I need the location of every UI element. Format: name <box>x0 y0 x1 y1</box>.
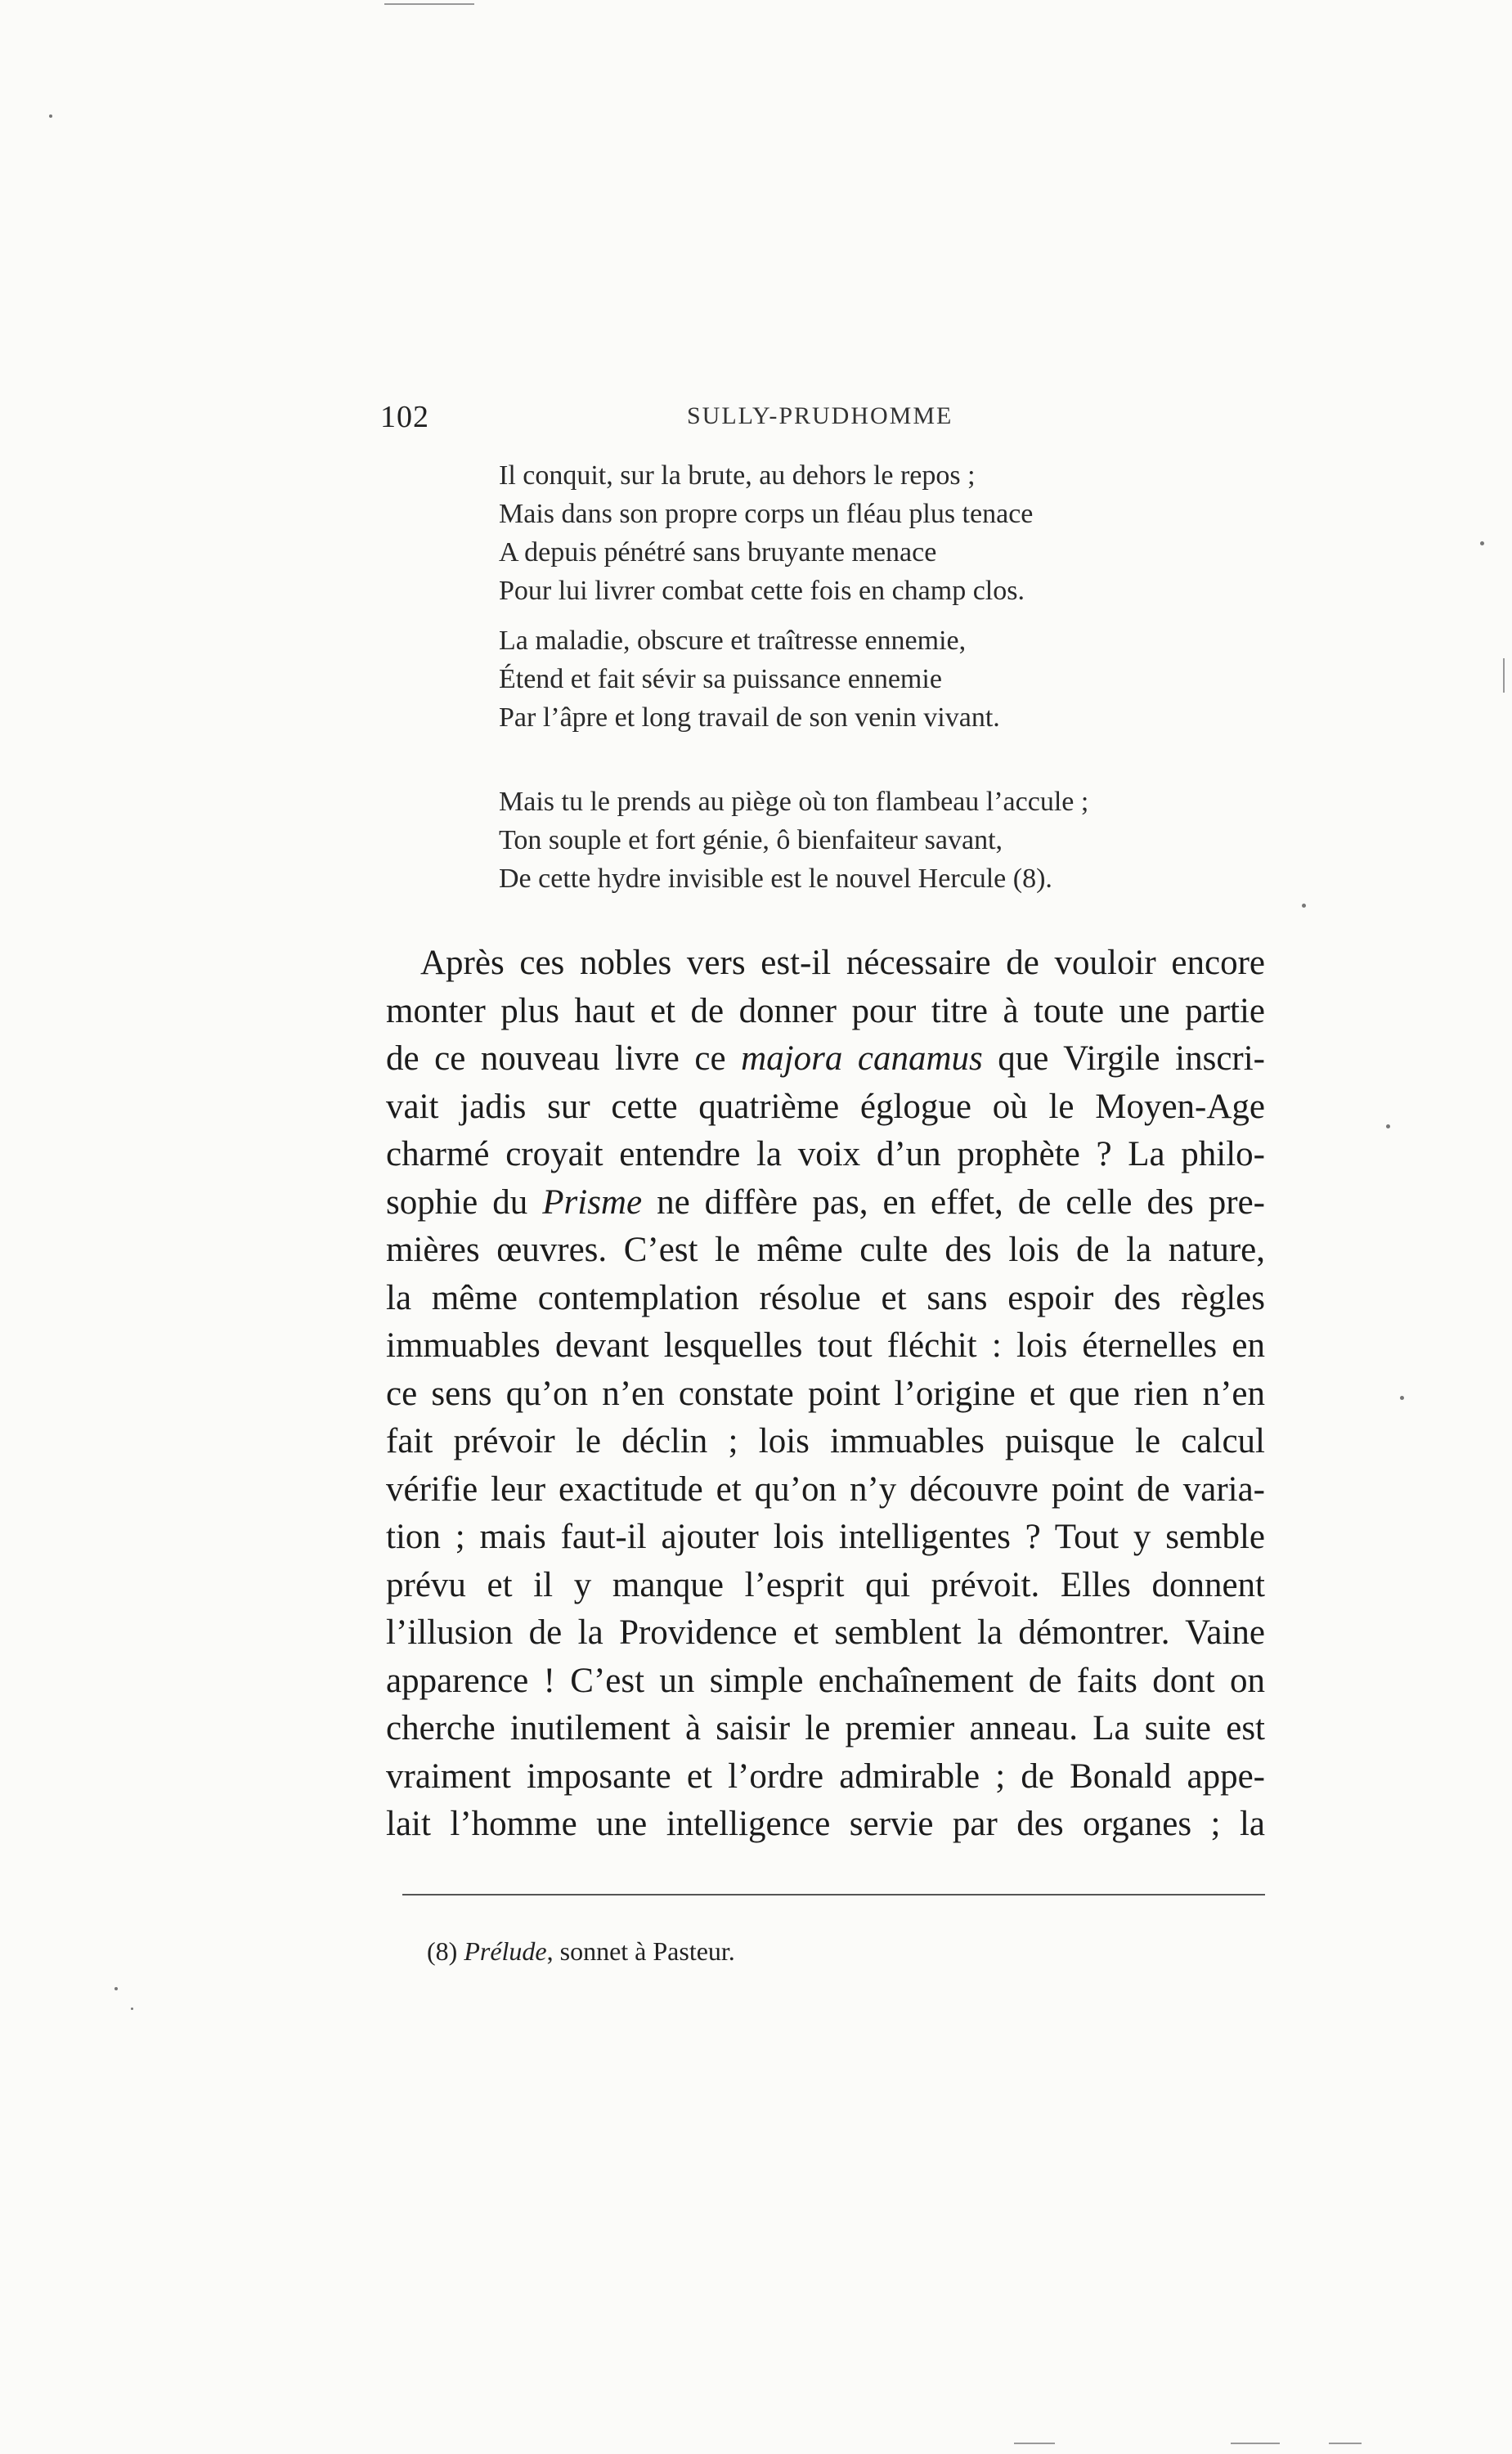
scan-speck <box>1400 1396 1404 1400</box>
prose-line: apparence ! C’est un simple enchaînement de faits dont on <box>386 1661 1265 1700</box>
verse-line: La maladie, obscure et traîtresse ennemie, <box>499 626 967 656</box>
italic-title: Prisme <box>542 1182 643 1222</box>
prose-text: sophie du <box>386 1182 543 1222</box>
prose-text: ne diffère pas, en effet, de celle des pre- <box>642 1182 1265 1222</box>
prose-line: Après ces nobles vers est-il nécessaire de vouloir encore <box>420 944 1265 982</box>
footnote-title: Prélude <box>464 1936 547 1966</box>
prose-line: cherche inutilement à saisir le premier anneau. La suite est <box>386 1709 1265 1747</box>
body-paragraph <box>386 940 1265 1849</box>
verse-line: Mais dans son propre corps un fléau plus tenace <box>499 499 1034 529</box>
scan-speck <box>1386 1124 1390 1128</box>
prose-line: vait jadis sur cette quatrième églogue où le Moyen-Age <box>386 1087 1265 1126</box>
prose-line: l’illusion de la Providence et semblent la démontrer. Vaine <box>386 1613 1265 1652</box>
prose-line: charmé croyait entendre la voix d’un prophète ? La philo- <box>386 1135 1265 1173</box>
verse-stanza <box>499 783 1088 898</box>
scan-speck <box>114 1987 118 1990</box>
verse-line: Pour lui livrer combat cette fois en champ clos. <box>499 576 1025 606</box>
scan-mark <box>1014 2443 1055 2444</box>
prose-line: vraiment imposante et l’ordre admirable ; de Bonald appe- <box>386 1756 1265 1796</box>
scan-mark <box>384 3 474 5</box>
verse-line: Il conquit, sur la brute, au dehors le repos ; <box>499 460 976 491</box>
prose-text: de ce nouveau livre ce <box>386 1039 742 1078</box>
scan-speck <box>49 114 52 118</box>
prose-text: que Virgile inscri- <box>982 1039 1265 1078</box>
prose-line: vérifie leur exactitude et qu’on n’y découvre point de varia- <box>386 1469 1265 1509</box>
scan-speck <box>131 2008 133 2010</box>
prose-line: lait l’homme une intelligence servie par des organes ; la <box>386 1805 1265 1843</box>
prose-line: monter plus haut et de donner pour titre à toute une partie <box>386 991 1265 1030</box>
prose-line: ce sens qu’on n’en constate point l’origine et que rien n’en <box>386 1374 1265 1413</box>
scan-speck <box>1480 541 1484 545</box>
footnote-text: , sonnet à Pasteur. <box>546 1936 735 1966</box>
verse-line: Étend et fait sévir sa puissance ennemie <box>499 664 942 694</box>
prose-line: fait prévoir le déclin ; lois immuables puisque le calcul <box>386 1422 1265 1460</box>
prose-line <box>386 1035 1265 1083</box>
page-number: 102 <box>380 400 429 434</box>
prose-line: tion ; mais faut-il ajouter lois intelligentes ? Tout y semble <box>386 1518 1265 1556</box>
footnote <box>427 1936 735 1967</box>
footnote-divider <box>402 1894 1265 1895</box>
scan-speck <box>1302 904 1306 908</box>
italic-quote: majora canamus <box>741 1039 983 1078</box>
prose-line: mières œuvres. C’est le même culte des lois de la nature, <box>386 1231 1265 1269</box>
prose-line <box>386 1179 1265 1227</box>
verse-line: A depuis pénétré sans bruyante menace <box>499 537 937 568</box>
scan-mark <box>1503 658 1505 693</box>
verse-line: Ton souple et fort génie, ô bienfaiteur savant, <box>499 825 1003 855</box>
running-head: SULLY-PRUDHOMME <box>687 402 953 429</box>
verse-stanza <box>499 456 1033 610</box>
verse-line: De cette hydre invisible est le nouvel Hercule (8). <box>499 864 1052 894</box>
scan-mark <box>1231 2443 1280 2444</box>
prose-line: prévu et il y manque l’esprit qui prévoit. Elles donnent <box>386 1565 1265 1604</box>
scan-mark <box>1329 2443 1362 2444</box>
prose-line: immuables devant lesquelles tout fléchit : lois éternelles en <box>386 1326 1265 1365</box>
page-header <box>380 399 1259 440</box>
verse-line: Mais tu le prends au piège où ton flambeau l’accule ; <box>499 787 1089 817</box>
prose-line: la même contemplation résolue et sans espoir des règles <box>386 1278 1265 1317</box>
verse-line: Par l’âpre et long travail de son venin vivant. <box>499 702 1000 733</box>
verse-stanza <box>499 621 1000 737</box>
footnote-marker: (8) <box>427 1936 464 1966</box>
